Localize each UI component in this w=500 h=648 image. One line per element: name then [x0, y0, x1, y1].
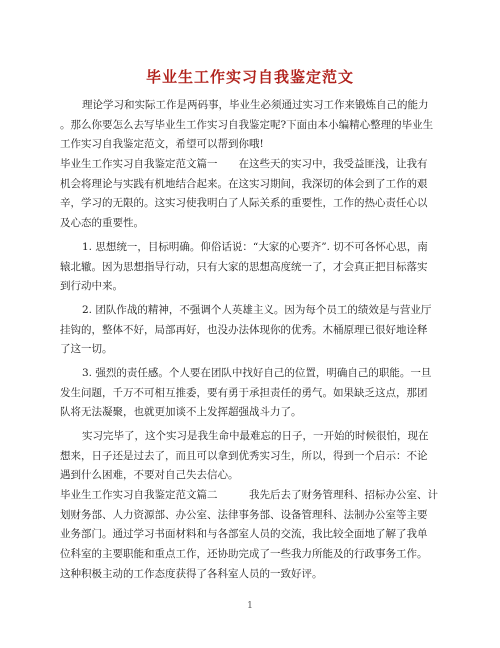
text-line: 了这一切。: [60, 343, 113, 356]
text-line: 这种积极主动的工作态度获得了各科室人员的一致好评。: [60, 567, 323, 580]
text-line: 理论学习和实际工作是两码事，毕业生必须通过实习工作来锻炼自己的能力: [82, 99, 429, 111]
text-line: 1. 思想统一，目标明确。仰俗话说：“大家的心要齐”. 切不可各怀心思，南: [82, 240, 428, 253]
text-line: 到行动中来。: [60, 280, 123, 293]
text-line: 辛，学习的无限的。这实习使我明白了人际关系的重要性，工作的热心责任心以: [60, 197, 428, 210]
text-line: 2. 团队作战的精神，不强调个人英雄主义。因为每个员工的绩效是与营业厅: [82, 303, 432, 316]
text-line: 想来，日子还是过去了，而且可以拿到优秀实习生，所以，得到一个启示：不论: [60, 449, 428, 462]
text-line: 业务部门。通过学习书面材料和与各部室人员的交流，我比较全面地了解了我单: [60, 528, 428, 541]
text-line: 遇到什么困难，不要对自己失去信心。: [60, 469, 239, 482]
text-line: 毕业生工作实习自我鉴定范文篇二 我先后去了财务管理科、招标办公室、计: [60, 489, 438, 502]
text-line: 位科室的主要职能和重点工作，还协助完成了一些我力所能及的行政事务工作。: [60, 548, 428, 561]
text-line: 实习完毕了，这个实习是我生命中最难忘的日子，一开始的时候很怕，现在: [82, 430, 429, 442]
text-line: 队将无法凝聚，也就更加谈不上发挥超强战斗力了。: [60, 406, 302, 419]
document-title: 毕业生工作实习自我鉴定范文: [145, 68, 354, 86]
text-line: 挂钩的，整体不好，局部再好，也没办法体现你的优秀。木桶原理已很好地诠释: [60, 323, 428, 336]
page-number: 1: [247, 601, 253, 611]
text-line: 机会将理论与实践有机地结合起来。在这实习期间，我深切的体会到了工作的艰: [60, 177, 428, 190]
text-line: 划财务部、人力资源部、办公室、法律事务部、设备管理科、法制办公室等主要: [60, 508, 428, 521]
text-line: 工作实习自我鉴定范文，希望可以帮到你哦!: [60, 138, 264, 151]
text-line: 发生问题，千万不可相互推委，要有勇于承担责任的勇气。如果缺乏这点，那团: [60, 386, 428, 399]
text-line: 及心态的重要性。: [60, 217, 144, 230]
text-line: 。那么你要怎么去写毕业生工作实习自我鉴定呢?下面由本小编精心整理的毕业生: [60, 118, 434, 131]
document-body: [60, 96, 442, 585]
text-line: 3. 强烈的责任感。个人要在团队中找好自己的位置，明确自己的职能。一旦: [82, 366, 432, 379]
text-line: 毕业生工作实习自我鉴定范文篇一 在这些天的实习中，我受益匪浅，让我有: [60, 158, 428, 171]
text-line: 辕北辙。因为思想指导行动，只有大家的思想高度统一了，才会真正把目标落实: [60, 260, 428, 273]
